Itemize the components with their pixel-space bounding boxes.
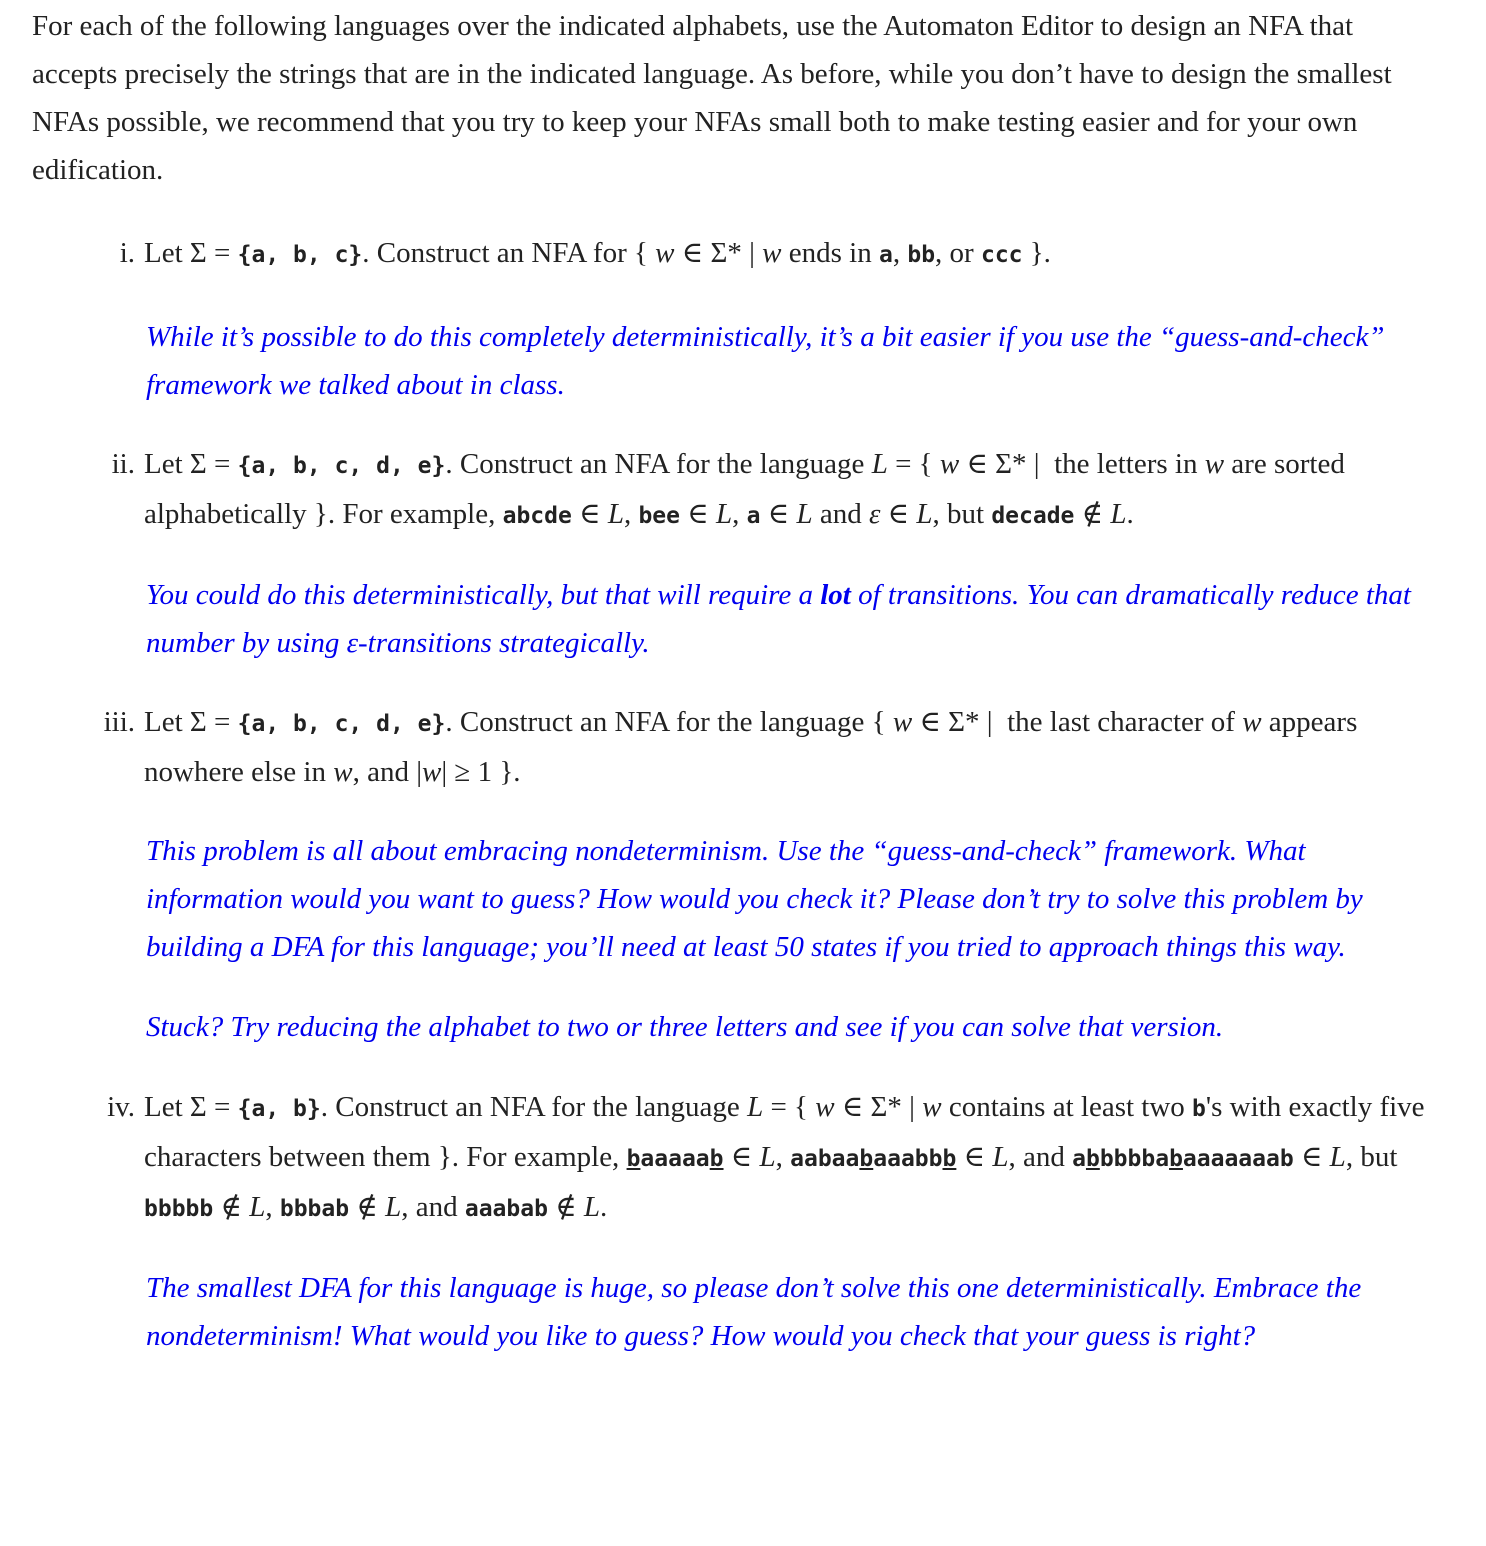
hint-iv: The smallest DFA for this language is huge, so please don’t solve this one deterministically. Embrace the nondeterminism! What would you like to guess? How would you check that your guess is right? [146, 1272, 1362, 1352]
problem-iii: iii. Let Σ = {a, b, c, d, e}. Construct an NFA for the language { w ∈ Σ* | the last character of w appears nowhere else in w, and |w| ≥ 1 }. [144, 698, 1444, 796]
hint-i: While it’s possible to do this completely deterministically, it’s a bit easier if you use the “guess-and-check” framework we talked about in class. [146, 321, 1385, 401]
hint-iii: This problem is all about embracing nondeterminism. Use the “guess-and-check” framework. What information would you want to guess? How would you check it? Please don’t try to solve this problem by building a DFA for this language; you’ll need at least 50 states if you tried to approach things this way. [146, 835, 1363, 963]
problem-i: i. Let Σ = {a, b, c}. Construct an NFA for { w ∈ Σ* | w ends in a, bb, or ccc }. [144, 229, 1444, 279]
example-string: aabaabaaabbb [790, 1146, 957, 1172]
hint-iii-stuck: Stuck? Try reducing the alphabet to two or three letters and see if you can solve that version. [146, 1011, 1224, 1043]
example-string: abbbbbabaaaaaaab [1072, 1146, 1294, 1172]
problem-number: iv. [107, 1091, 135, 1123]
problem-iv: iv. Let Σ = {a, b}. Construct an NFA for the language L = { w ∈ Σ* | w contains at least two b's with exactly five characters between them }. For example, baaaaab ∈ L, aabaabaaabbb ∈ L, and abbbbbabaaaaaaab ∈ L, but bbbbb ∉ L, bbbab ∉ L, and aaabab ∉ L. [144, 1083, 1444, 1233]
hint-ii: You could do this deterministically, but that will require a lot of transitions. You can dramatically reduce that number by using ε-transitions strategically. [146, 579, 1411, 659]
problem-number: ii. [111, 448, 135, 480]
problem-ii: ii. Let Σ = {a, b, c, d, e}. Construct an NFA for the language L = { w ∈ Σ* | the letters in w are sorted alphabetically }. For example, abcde ∈ L, bee ∈ L, a ∈ L and ε ∈ L, but decade ∉ L. [144, 440, 1444, 540]
problem-number: i. [119, 237, 135, 269]
example-string: baaaaab [626, 1146, 724, 1172]
problem-number: iii. [103, 706, 135, 738]
intro-paragraph: For each of the following languages over the indicated alphabets, use the Automaton Editor to design an NFA that accepts precisely the strings that are in the indicated language. As before, while you don’t have to design the smallest NFAs possible, we recommend that you try to keep your NFAs small both to make testing easier and for your own edification. [32, 10, 1392, 186]
problem-page [32, 0, 1452, 1360]
